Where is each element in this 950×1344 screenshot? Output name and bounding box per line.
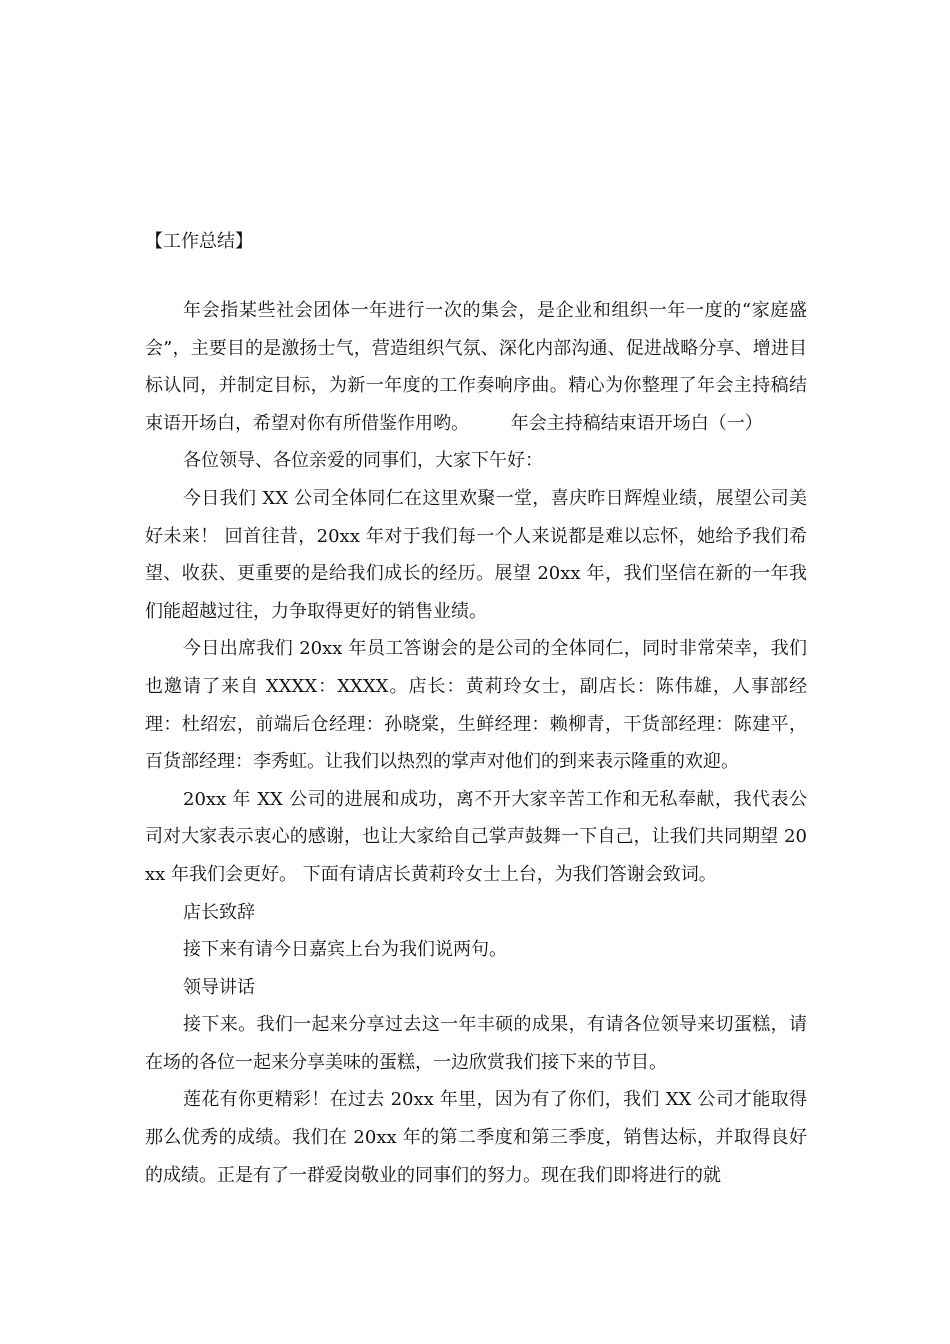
paragraph-manager-speech: 店长致辞	[183, 901, 255, 923]
paragraph-guests: 今日出席我们 20xx 年员工答谢会的是公司的全体同仁，同时非常荣幸，我们也邀请了来自 XXXX：XXXX。店长：黄莉玲女士，副店长：陈伟雄，人事部经理：杜绍宏，前端后仓经理：孙晓棠，生鲜经理：赖柳青，干货部经理：陈建平，百货部经理：李秀虹。让我们以热烈的掌声对他们的到来表示隆重的欢迎。	[145, 638, 807, 773]
paragraph-greeting: 各位领导、各位亲爱的同事们，大家下午好：	[183, 450, 543, 472]
paragraph-welcome: 今日我们 XX 公司全体同仁在这里欢聚一堂，喜庆昨日辉煌业绩，展望公司美好未来！ 回首往昔，20xx 年对于我们每一个人来说都是难以忘怀，她给予我们希望、收获、更重要的是给我们成长的经历。展望 20xx 年，我们坚信在新的一年我们能超越过往，力争取得更好的销售业绩。	[145, 487, 807, 622]
paragraph-thanks: 20xx 年 XX 公司的进展和成功，离不开大家辛苦工作和无私奉献，我代表公司对大家表示衷心的感谢，也让大家给自己掌声鼓舞一下自己，让我们共同期望 20xx 年我们会更好。 下面有请店长黄莉玲女士上台，为我们答谢会致词。	[145, 788, 807, 885]
paragraph-achievements: 莲花有你更精彩！在过去 20xx 年里，因为有了你们，我们 XX 公司才能取得那么优秀的成绩。我们在 20xx 年的第二季度和第三季度，销售达标，并取得良好的成绩。正是有了一群爱岗敬业的同事们的努力。现在我们即将进行的就	[145, 1089, 807, 1186]
document-heading: 【工作总结】	[145, 231, 253, 252]
paragraph-leader-speech: 领导讲话	[183, 976, 255, 998]
paragraph-guest-invite: 接下来有请今日嘉宾上台为我们说两句。	[183, 939, 507, 961]
document-page	[145, 224, 807, 1194]
paragraph-cake: 接下来。我们一起来分享过去这一年丰硕的成果，有请各位领导来切蛋糕，请在场的各位一起来分享美味的蛋糕，一边欣赏我们接下来的节目。	[145, 1014, 807, 1073]
paragraph-intro: 年会指某些社会团体一年进行一次的集会，是企业和组织一年一度的“家庭盛会”，主要目的是激扬士气，营造组织气氛、深化内部沟通、促进战略分享、增进目标认同，并制定目标，为新一年度的工作奏响序曲。精心为你整理了年会主持稿结束语开场白，希望对你有所借鉴作用哟。 年会主持稿结束语开场白（一）	[145, 300, 807, 434]
